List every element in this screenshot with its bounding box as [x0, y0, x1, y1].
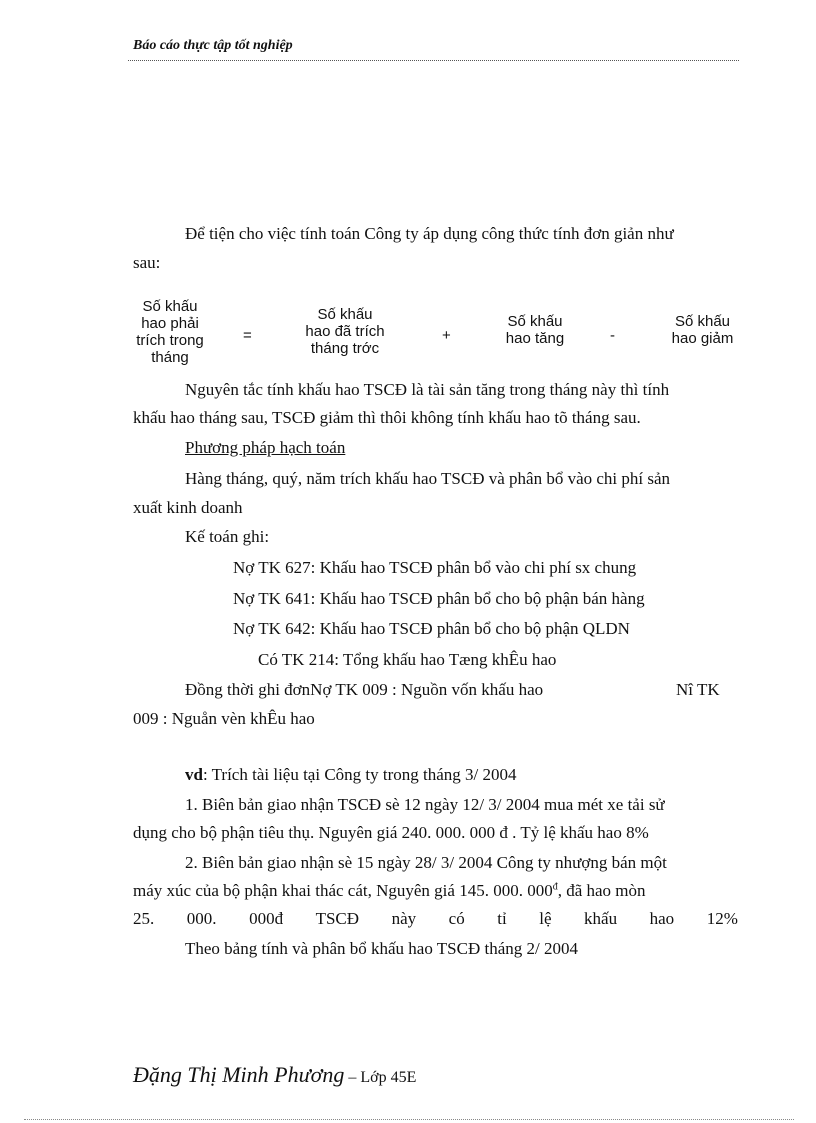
formula-term1-line: Số khấu [142, 298, 198, 315]
word: 000. [186, 909, 217, 928]
footer-author [133, 1062, 416, 1088]
formula-term1-line: tháng [151, 349, 189, 366]
example-intro [185, 765, 517, 785]
intro-line-2: sau: [133, 253, 161, 272]
entry-tk-627: Nợ TK 627: Khấu hao TSCĐ phân bổ vào chi phí sx chung [233, 558, 637, 577]
formula-term1-line: hao phải [141, 315, 199, 332]
formula-equals: = [243, 327, 252, 344]
word: 000đ [249, 909, 284, 928]
entry-tk-214: Có TK 214: Tổng khấu hao Tæng khÊu hao [258, 650, 557, 669]
formula-term-decrease [655, 313, 750, 347]
formula-term2-line: hao đã trích [305, 323, 385, 340]
example-item-2-text: 2. Biên bản giao nhận sè 15 ngày 28/ 3/ 2004 Công ty nhượng bán một [185, 853, 667, 872]
example-item-2-text-b: , đã hao mòn [557, 881, 646, 900]
example-item-1-line-2: dụng cho bộ phận tiêu thụ. Nguyên giá 240. 000. 000 đ . Tỷ lệ khấu hao 8% [133, 823, 649, 842]
example-item-2-line-3 [133, 909, 738, 929]
principle-line-1 [185, 380, 738, 400]
formula-minus: - [610, 327, 615, 344]
method-line-2: xuất kinh doanh [133, 498, 243, 517]
word: khấu [584, 909, 618, 928]
method-text-1: Hàng tháng, quý, năm trích khấu hao TSCĐ và phân bổ vào chi phí sản [185, 469, 671, 488]
word: lệ [539, 909, 552, 928]
example-item-2-line-1 [185, 853, 738, 873]
currency-sup: đ [552, 881, 558, 893]
entry-tk-641: Nợ TK 641: Khấu hao TSCĐ phân bổ cho bộ phận bán hàng [233, 589, 645, 608]
header-divider [128, 60, 739, 61]
word: có [448, 909, 465, 928]
formula-term4-line: Số khấu [674, 313, 731, 330]
formula-term-previous-month [290, 306, 400, 357]
word: này [391, 909, 417, 928]
intro-text-1: Để tiện cho việc tính toán Công ty áp dụng công thức tính đơn giản như [185, 224, 674, 243]
word: tỉ [497, 909, 507, 928]
intro-line-1 [185, 224, 738, 244]
example-item-2-line-2 [133, 881, 646, 901]
example-item-1-text: 1. Biên bản giao nhận TSCĐ sè 12 ngày 12/ 3/ 2004 mua mét xe tải sử [185, 795, 665, 814]
formula-term-increase [490, 313, 580, 347]
word: TSCĐ [315, 909, 360, 928]
footer-class: – Lớp 45E [344, 1069, 417, 1086]
formula-term3-line: hao tăng [505, 330, 565, 347]
example-item-1-line-1 [185, 795, 738, 815]
word: 25. [133, 909, 155, 928]
method-heading: Phương pháp hạch toán [185, 438, 346, 457]
example-intro-text: : Trích tài liệu tại Công ty trong tháng 3/ 2004 [202, 765, 517, 784]
formula-plus: + [442, 327, 451, 344]
accounting-label: Kế toán ghi: [185, 527, 270, 546]
example-label: vd [185, 765, 203, 784]
principle-line-2: khấu hao tháng sau, TSCĐ giảm thì thôi không tính khấu hao tõ tháng sau. [133, 408, 641, 427]
simultaneous-entry: Đồng thời ghi đơnNợ TK 009 : Nguồn vốn khấu hao [185, 680, 544, 699]
formula-term3-line: Số khấu [507, 313, 563, 330]
word: hao [649, 909, 675, 928]
formula-term4-line: hao giảm [671, 330, 734, 347]
simultaneous-entry-line-2: 009 : Nguån vèn khÊu hao [133, 709, 315, 728]
page-header-title: Báo cáo thực tập tốt nghiệp [133, 38, 293, 53]
simultaneous-entry-tail: Nî TK [676, 680, 720, 699]
formula-term2-line: tháng trớc [310, 340, 380, 357]
word: 12% [706, 909, 738, 928]
footer-divider [24, 1119, 794, 1120]
formula-term-monthly-depreciation [120, 298, 220, 366]
example-item-2-line-4: Theo bảng tính và phân bổ khấu hao TSCĐ tháng 2/ 2004 [185, 939, 578, 958]
principle-text-1: Nguyên tắc tính khấu hao TSCĐ là tài sản tăng trong tháng này thì tính [185, 380, 670, 399]
example-item-2-text-a: máy xúc của bộ phận khai thác cát, Nguyên giá 145. 000. 000 [133, 881, 553, 900]
entry-tk-642: Nợ TK 642: Khấu hao TSCĐ phân bổ cho bộ phận QLDN [233, 619, 630, 638]
formula-term1-line: trích trong [136, 332, 204, 349]
formula-term2-line: Số khấu [317, 306, 373, 323]
method-line-1 [185, 469, 738, 489]
footer-author-name: Đặng Thị Minh Phương [133, 1062, 345, 1087]
